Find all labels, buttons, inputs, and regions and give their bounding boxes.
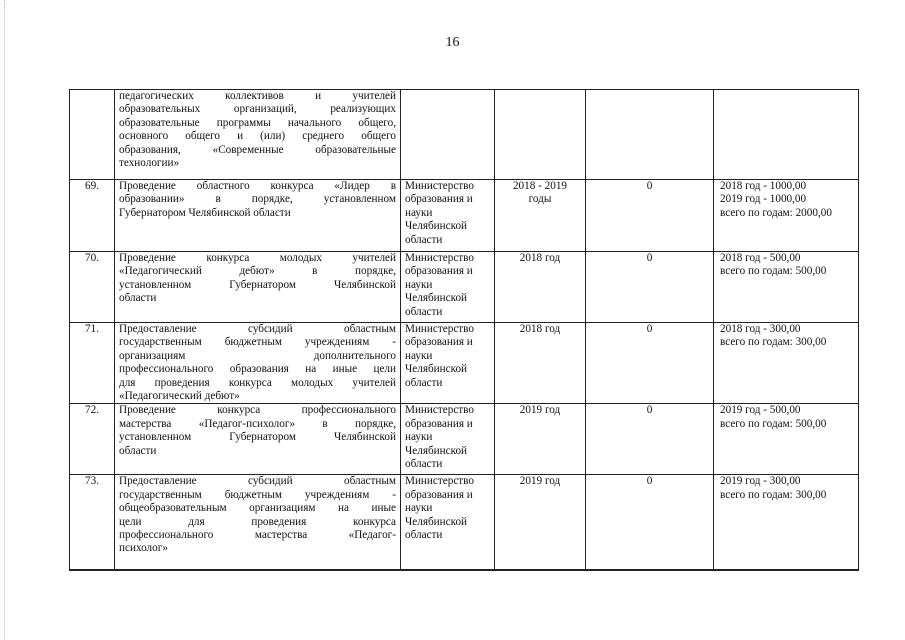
executor-line: науки [405, 349, 433, 362]
period-cell [495, 323, 586, 404]
funding-line: 2019 год - 500,00 [720, 404, 801, 417]
executor-line: Министерство [405, 404, 474, 417]
activity-description-cell [115, 475, 401, 571]
table-row [70, 90, 859, 180]
funding-line: всего по годам: 300,00 [720, 488, 827, 501]
executor-line: Министерство [405, 475, 474, 488]
funding-line: всего по годам: 500,00 [720, 265, 827, 278]
amount-value: 0 [646, 180, 653, 192]
activity-description-cell [115, 404, 401, 475]
description-line: педагогических коллективов и учителей [119, 90, 396, 102]
row-number-cell [70, 252, 115, 323]
executor-line: образования и [405, 265, 473, 278]
description-line: образования, «Современные образовательные [119, 143, 396, 156]
table-row [70, 180, 859, 252]
period-line: 2018 год [519, 252, 561, 264]
table-body [70, 90, 859, 571]
amount-cell [586, 475, 714, 571]
description-line: образовательные программы начального общего, [119, 116, 396, 129]
executor-line: Челябинской [405, 220, 468, 233]
description-line: организациям дополнительного [119, 349, 396, 362]
description-line: Предоставление субсидий областным [119, 475, 396, 488]
amount-value: 0 [646, 475, 653, 488]
funding-line: всего по годам: 2000,00 [720, 206, 832, 219]
row-number: 73. [85, 475, 99, 488]
description-line: для проведения конкурса молодых учителей [119, 376, 396, 389]
period-cell [495, 90, 586, 180]
description-line: профессионального мастерства «Педагог- [119, 529, 396, 542]
amount-value: 0 [646, 252, 653, 264]
description-line: образовательных организаций, реализующих [119, 103, 396, 116]
row-number-cell [70, 180, 115, 252]
period-cell [495, 404, 586, 475]
table-row [70, 475, 859, 571]
executor-line: образования и [405, 336, 473, 349]
table-row [70, 404, 859, 475]
description-line: государственным бюджетным учреждениям - [119, 336, 396, 349]
executor-line: науки [405, 278, 433, 291]
amount-cell [586, 404, 714, 475]
table-row [70, 323, 859, 404]
executor-line: Челябинской [405, 444, 468, 457]
amount-value: 0 [646, 404, 653, 417]
executor-cell [401, 180, 495, 252]
program-activities-table [69, 89, 859, 571]
row-number: 71. [85, 323, 99, 335]
description-line: «Педагогический дебют» [119, 390, 240, 403]
row-number-cell [70, 90, 115, 180]
funding-cell [714, 404, 859, 475]
executor-cell [401, 475, 495, 571]
funding-line: 2018 год - 500,00 [720, 252, 801, 264]
executor-line: области [405, 305, 443, 318]
period-line: годы [528, 193, 552, 206]
row-number: 72. [85, 404, 99, 417]
activity-description-cell [115, 180, 401, 252]
description-line: Проведение конкурса молодых учителей [119, 252, 396, 264]
funding-cell [714, 475, 859, 571]
funding-line: 2019 год - 1000,00 [720, 193, 807, 206]
activity-description-cell [115, 90, 401, 180]
executor-cell [401, 90, 495, 180]
executor-line: науки [405, 502, 433, 515]
period-line: 2018 - 2019 [512, 180, 568, 192]
funding-cell [714, 90, 859, 180]
description-line: образовании» в порядке, установленном [119, 193, 396, 206]
executor-line: области [405, 458, 443, 471]
period-cell [495, 475, 586, 571]
description-line: технологии» [119, 157, 180, 170]
executor-cell [401, 323, 495, 404]
description-line: «Педагогический дебют» в порядке, [119, 265, 396, 278]
funding-cell [714, 252, 859, 323]
table-row [70, 252, 859, 323]
description-line: Проведение областного конкурса «Лидер в [119, 180, 396, 192]
description-line: психолог» [119, 542, 168, 555]
row-number-cell [70, 404, 115, 475]
period-line: 2018 год [519, 323, 561, 335]
row-number: 69. [85, 180, 99, 192]
amount-cell [586, 252, 714, 323]
period-cell [495, 180, 586, 252]
funding-line: 2018 год - 1000,00 [720, 180, 807, 192]
description-line: области [119, 444, 157, 457]
description-line: области [119, 292, 157, 305]
description-line: основного общего и (или) среднего общего [119, 130, 396, 143]
page-number: 16 [445, 35, 460, 50]
amount-cell [586, 180, 714, 252]
description-line: государственным бюджетным учреждениям - [119, 488, 396, 501]
funding-line: всего по годам: 500,00 [720, 417, 827, 430]
row-number-cell [70, 323, 115, 404]
executor-line: образования и [405, 193, 473, 206]
funding-line: 2019 год - 300,00 [720, 475, 801, 488]
executor-line: области [405, 233, 443, 246]
row-number: 70. [85, 252, 99, 264]
executor-line: области [405, 376, 443, 389]
executor-line: науки [405, 431, 433, 444]
funding-line: всего по годам: 300,00 [720, 336, 827, 349]
period-line: 2019 год [519, 404, 561, 417]
row-number-cell [70, 475, 115, 571]
amount-cell [586, 90, 714, 180]
description-line: установленном Губернатором Челябинской [119, 431, 396, 444]
funding-line: 2018 год - 300,00 [720, 323, 801, 335]
executor-cell [401, 252, 495, 323]
amount-value: 0 [646, 323, 653, 335]
description-line: Предоставление субсидий областным [119, 323, 396, 335]
executor-line: области [405, 529, 443, 542]
executor-line: образования и [405, 417, 473, 430]
executor-line: Челябинской [405, 363, 468, 376]
executor-line: Министерство [405, 180, 474, 192]
funding-cell [714, 323, 859, 404]
description-line: Губернатором Челябинской области [119, 206, 291, 219]
description-line: Проведение конкурса профессионального [119, 404, 396, 417]
activity-description-cell [115, 252, 401, 323]
amount-cell [586, 323, 714, 404]
description-line: мастерства «Педагог-психолог» в порядке, [119, 417, 396, 430]
executor-line: Министерство [405, 323, 474, 335]
executor-line: Челябинской [405, 292, 468, 305]
period-line: 2019 год [519, 475, 561, 488]
executor-line: Челябинской [405, 515, 468, 528]
description-line: общеобразовательным организациям на иные [119, 502, 396, 515]
scan-edge-line [4, 0, 5, 640]
executor-line: Министерство [405, 252, 474, 264]
activity-description-cell [115, 323, 401, 404]
period-cell [495, 252, 586, 323]
description-line: профессионального образования на иные цели [119, 363, 396, 376]
description-line: цели для проведения конкурса [119, 515, 396, 528]
executor-cell [401, 404, 495, 475]
executor-line: образования и [405, 488, 473, 501]
funding-cell [714, 180, 859, 252]
description-line: установленном Губернатором Челябинской [119, 278, 396, 291]
executor-line: науки [405, 206, 433, 219]
